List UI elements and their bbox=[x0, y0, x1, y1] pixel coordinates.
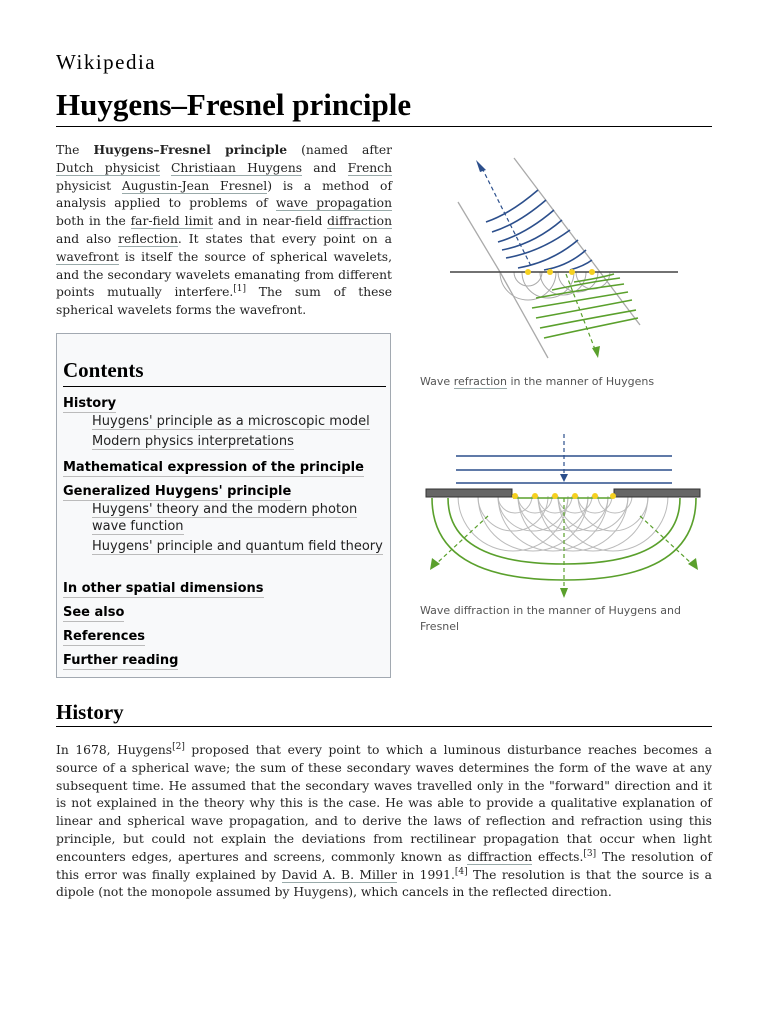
diffraction-diagram[interactable] bbox=[418, 430, 708, 605]
history-heading: History bbox=[56, 699, 712, 727]
article-subject: Huygens–Fresnel principle bbox=[93, 142, 288, 157]
toc-item-see-also[interactable]: See also bbox=[63, 605, 125, 620]
history-paragraph: In 1678, Huygens[2] proposed that every point to which a luminous disturbance reaches becomes a source of a spherical wave; the sum of these secondary waves determines the form of the wave at any subsequent time. He assumed that the secondary waves travelled only in the "forward" direction and it is not explained in the theory why this is the case. He was able to provide a qualitative explanation of linear and spherical wave propagation, and to derive the laws of reflection and refraction using this principle, but could not explain the deviations from rectilinear propagation that occur when light encounters edges, apertures and screens, commonly known as diffraction effects.[3] The resolution of this error was finally explained by David A. B. Miller in 1991.[4] The resolution is that the source is a dipole (not the monopole assumed by Huygens), which cancels in the reflected direction. bbox=[56, 741, 712, 900]
toc-item-quantum-field-theory[interactable]: Huygens' principle and quantum field theory bbox=[92, 539, 383, 554]
intro-paragraph: The Huygens–Fresnel principle (named after Dutch physicist Christiaan Huygens and French physicist Augustin-Jean Fresnel) is a method of analysis applied to problems of wave propagation both in the far-field limit and in near-field diffraction and also reflection. It states that every point on a wavefront is itself the source of spherical wavelets, and the secondary wavelets emanating from different points mutually interfere.[1] The sum of these spherical wavelets forms the wavefront. bbox=[56, 142, 393, 318]
toc-item-mathematical-expression[interactable]: Mathematical expression of the principle bbox=[63, 460, 364, 475]
table-of-contents bbox=[56, 333, 391, 678]
refraction-caption: Wave refraction in the manner of Huygens bbox=[420, 375, 655, 388]
toc-item-generalized-principle[interactable]: Generalized Huygens' principle bbox=[63, 484, 292, 499]
toc-item-further-reading[interactable]: Further reading bbox=[63, 653, 179, 668]
citation-4[interactable]: [4] bbox=[454, 866, 468, 877]
toc-item-modern-physics[interactable]: Modern physics interpretations bbox=[92, 434, 294, 449]
link-wave-propagation[interactable]: wave propagation bbox=[275, 196, 393, 211]
refracted-ray-arrow bbox=[592, 346, 600, 358]
secondary-wavelets bbox=[500, 272, 610, 300]
toc-title: Contents bbox=[63, 356, 386, 387]
wikipedia-logo[interactable]: Wikipedia bbox=[56, 50, 157, 74]
toc-item-references[interactable]: References bbox=[63, 629, 146, 644]
citation-1[interactable]: [1] bbox=[233, 284, 247, 295]
incident-ray-arrow bbox=[476, 160, 486, 172]
link-french[interactable]: French bbox=[347, 160, 392, 175]
toc-item-spatial-dimensions[interactable]: In other spatial dimensions bbox=[63, 581, 264, 596]
link-augustin-jean-fresnel[interactable]: Augustin-Jean Fresnel bbox=[121, 178, 268, 193]
link-reflection[interactable]: reflection bbox=[118, 231, 178, 246]
diffraction-caption: Wave diffraction in the manner of Huygens and Fresnel bbox=[420, 604, 681, 633]
citation-2[interactable]: [2] bbox=[172, 741, 185, 752]
link-diffraction-history[interactable]: diffraction bbox=[467, 849, 533, 864]
incident-ray-arrow bbox=[560, 474, 568, 482]
citation-3[interactable]: [3] bbox=[583, 848, 597, 859]
toc-item-photon-wave-function[interactable]: Huygens' theory and the modern photon wave function bbox=[92, 502, 358, 534]
link-refraction[interactable]: refraction bbox=[453, 375, 507, 388]
link-christiaan-huygens[interactable]: Christiaan Huygens bbox=[170, 160, 303, 175]
secondary-wavelets bbox=[458, 496, 668, 551]
barrier bbox=[426, 489, 700, 497]
refraction-diagram[interactable] bbox=[440, 150, 700, 365]
link-wavefront[interactable]: wavefront bbox=[56, 249, 119, 264]
link-far-field-limit[interactable]: far-field limit bbox=[130, 214, 214, 229]
incident-wavefronts bbox=[486, 190, 592, 270]
page-title: Huygens–Fresnel principle bbox=[56, 86, 712, 127]
link-david-miller[interactable]: David A. B. Miller bbox=[281, 867, 397, 882]
toc-item-microscopic-model[interactable]: Huygens' principle as a microscopic model bbox=[92, 414, 370, 429]
refracted-wavefronts bbox=[532, 274, 638, 338]
link-diffraction[interactable]: diffraction bbox=[327, 214, 393, 229]
link-dutch-physicist[interactable]: Dutch physicist bbox=[56, 160, 160, 175]
toc-item-history[interactable]: History bbox=[63, 396, 117, 411]
